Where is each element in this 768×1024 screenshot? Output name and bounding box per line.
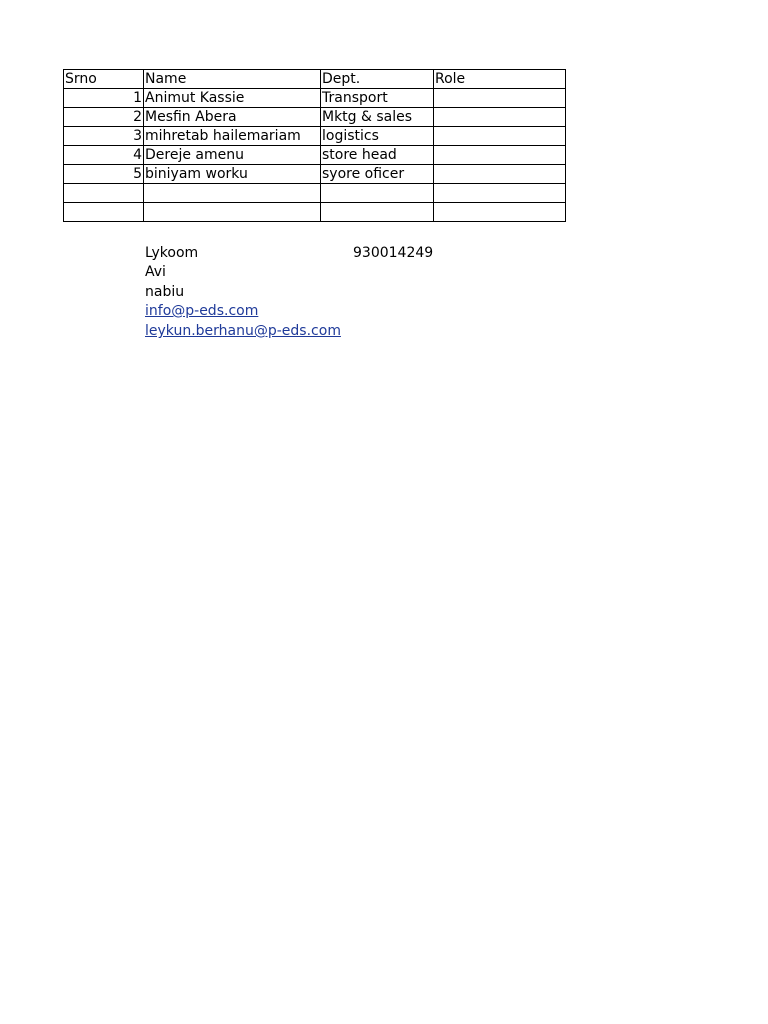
srno-cell[interactable] — [64, 203, 144, 222]
email-link-info[interactable]: info@p-eds.com — [145, 303, 259, 319]
header-name[interactable]: Name — [144, 70, 321, 89]
role-cell[interactable] — [434, 146, 566, 165]
header-dept[interactable]: Dept. — [321, 70, 434, 89]
note-phone: 930014249 — [353, 245, 434, 261]
name-cell[interactable] — [144, 203, 321, 222]
srno-cell[interactable] — [64, 184, 144, 203]
role-cell[interactable] — [434, 127, 566, 146]
name-cell[interactable]: mihretab hailemariam — [144, 127, 321, 146]
header-row — [64, 70, 566, 89]
table-row — [64, 203, 566, 222]
role-cell[interactable] — [434, 203, 566, 222]
note-name-lykoom: Lykoom — [145, 245, 199, 261]
dept-cell[interactable] — [321, 203, 434, 222]
role-cell[interactable] — [434, 165, 566, 184]
role-cell[interactable] — [434, 89, 566, 108]
dept-cell[interactable]: Transport — [321, 89, 434, 108]
table-row — [64, 146, 566, 165]
email-link-leykun[interactable]: leykun.berhanu@p-eds.com — [145, 323, 341, 339]
table-row — [64, 89, 566, 108]
table-row — [64, 108, 566, 127]
role-cell[interactable] — [434, 184, 566, 203]
dept-cell[interactable]: syore oficer — [321, 165, 434, 184]
dept-cell[interactable]: logistics — [321, 127, 434, 146]
name-cell[interactable] — [144, 184, 321, 203]
srno-cell[interactable]: 1 — [64, 89, 144, 108]
role-cell[interactable] — [434, 108, 566, 127]
srno-cell[interactable]: 3 — [64, 127, 144, 146]
name-cell[interactable]: biniyam worku — [144, 165, 321, 184]
table-row — [64, 127, 566, 146]
dept-cell[interactable]: store head — [321, 146, 434, 165]
dept-cell[interactable] — [321, 184, 434, 203]
name-cell[interactable]: Mesfin Abera — [144, 108, 321, 127]
table-row — [64, 184, 566, 203]
srno-cell[interactable]: 5 — [64, 165, 144, 184]
dept-cell[interactable]: Mktg & sales — [321, 108, 434, 127]
note-name-nabiu: nabiu — [145, 284, 185, 300]
srno-cell[interactable]: 2 — [64, 108, 144, 127]
name-cell[interactable]: Dereje amenu — [144, 146, 321, 165]
header-srno[interactable]: Srno — [64, 70, 144, 89]
srno-cell[interactable]: 4 — [64, 146, 144, 165]
name-cell[interactable]: Animut Kassie — [144, 89, 321, 108]
note-name-avi: Avi — [145, 264, 166, 280]
table-row — [64, 165, 566, 184]
header-role[interactable]: Role — [434, 70, 566, 89]
staff-table — [63, 69, 566, 222]
